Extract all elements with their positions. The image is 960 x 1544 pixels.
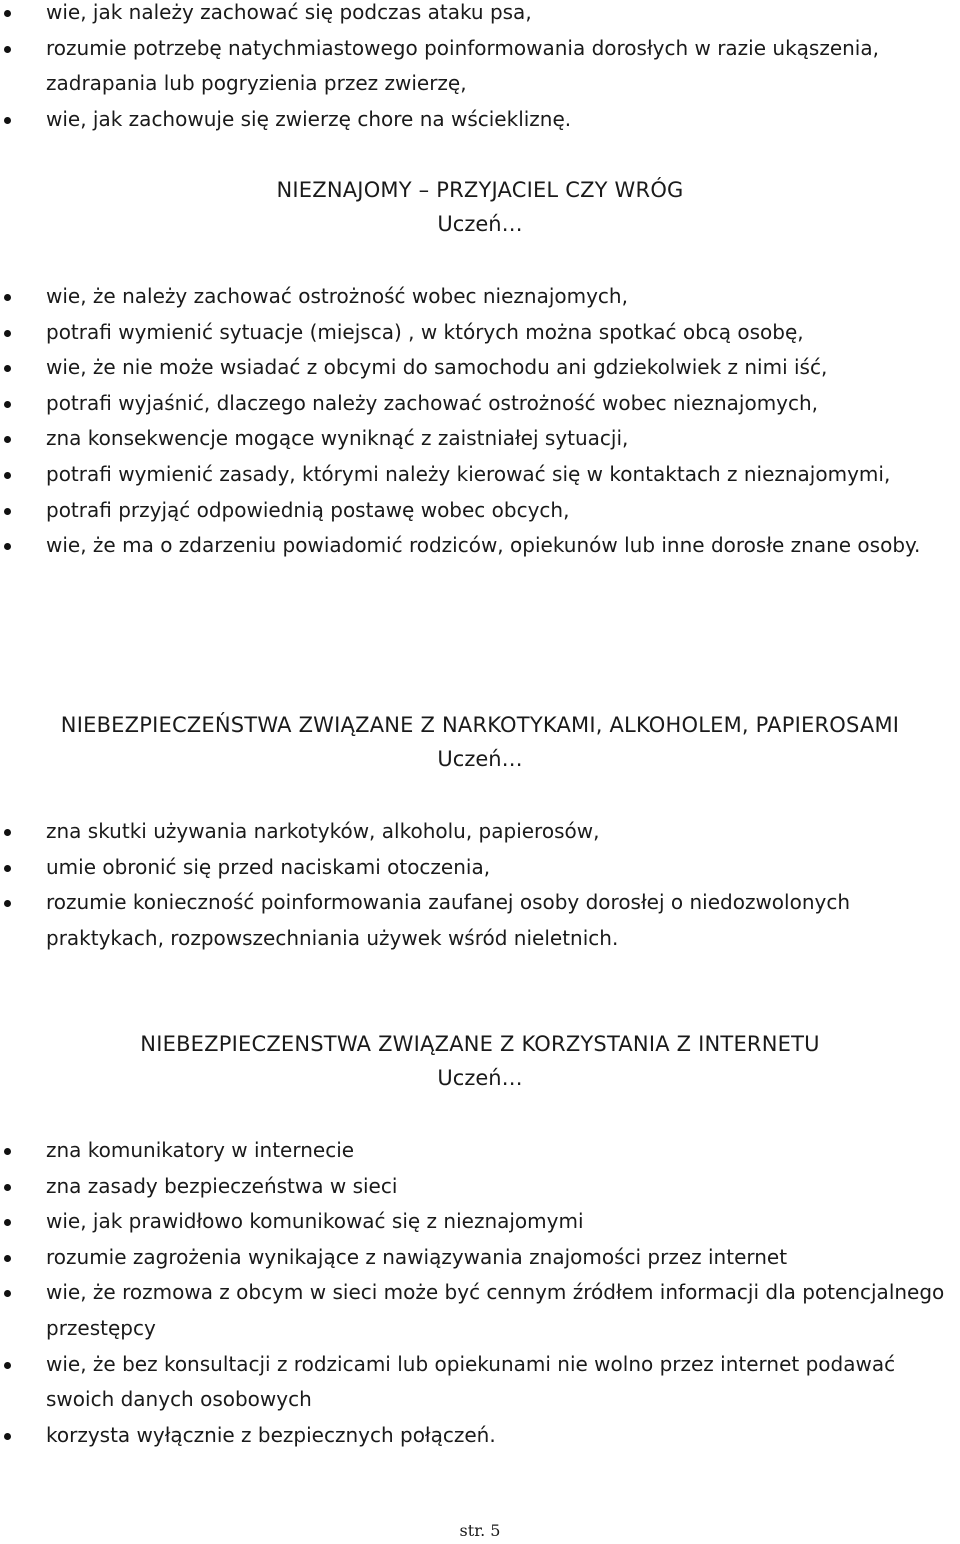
drugs-list bbox=[0, 814, 960, 956]
bullet-icon bbox=[4, 1219, 11, 1226]
bullet-icon bbox=[4, 46, 11, 53]
section-subheading-drugs: Uczeń… bbox=[437, 747, 523, 771]
section-heading-internet: NIEBEZPIECZENSTWA ZWIĄZANE Z KORZYSTANIA Z INTERNETU bbox=[140, 1032, 820, 1056]
bullet-icon bbox=[4, 1433, 11, 1440]
list-item: wie, jak zachowuje się zwierzę chore na wściekliznę. bbox=[0, 102, 960, 138]
list-item: wie, że nie może wsiadać z obcymi do samochodu ani gdziekolwiek z nimi iść, bbox=[0, 350, 960, 386]
list-item: zna zasady bezpieczeństwa w sieci bbox=[0, 1169, 960, 1205]
list-item: zna skutki używania narkotyków, alkoholu, papierosów, bbox=[0, 814, 960, 850]
bullet-icon bbox=[4, 10, 11, 17]
bullet-icon bbox=[4, 401, 11, 408]
bullet-icon bbox=[4, 117, 11, 124]
bullet-icon bbox=[4, 1290, 11, 1297]
bullet-icon bbox=[4, 865, 11, 872]
section-subheading-internet: Uczeń… bbox=[437, 1066, 523, 1090]
list-item: korzysta wyłącznie z bezpiecznych połączeń. bbox=[0, 1418, 960, 1454]
list-item: potrafi przyjąć odpowiednią postawę wobec obcych, bbox=[0, 493, 960, 529]
list-item: rozumie zagrożenia wynikające z nawiązywania znajomości przez internet bbox=[0, 1240, 960, 1276]
list-item: potrafi wyjaśnić, dlaczego należy zachować ostrożność wobec nieznajomych, bbox=[0, 386, 960, 422]
section-subheading-stranger: Uczeń… bbox=[437, 212, 523, 236]
list-item: zna komunikatory w internecie bbox=[0, 1133, 960, 1169]
bullet-icon bbox=[4, 365, 11, 372]
list-item: umie obronić się przed naciskami otoczenia, bbox=[0, 850, 960, 886]
page-number: str. 5 bbox=[459, 1521, 501, 1540]
bullet-icon bbox=[4, 543, 11, 550]
bullet-icon bbox=[4, 1148, 11, 1155]
bullet-icon bbox=[4, 1184, 11, 1191]
list-item: wie, że należy zachować ostrożność wobec nieznajomych, bbox=[0, 279, 960, 315]
bullet-icon bbox=[4, 472, 11, 479]
bullet-icon bbox=[4, 294, 11, 301]
list-item: wie, że ma o zdarzeniu powiadomić rodziców, opiekunów lub inne dorosłe znane osoby. bbox=[0, 528, 960, 564]
bullet-icon bbox=[4, 1255, 11, 1262]
list-item: wie, jak należy zachować się podczas ataku psa, bbox=[0, 0, 960, 31]
bullet-icon bbox=[4, 829, 11, 836]
section-heading-stranger: NIEZNAJOMY – PRZYJACIEL CZY WRÓG bbox=[276, 178, 684, 202]
list-item: rozumie potrzebę natychmiastowego poinformowania dorosłych w razie ukąszenia, zadrapania lub pogryzienia przez zwierzę, bbox=[0, 31, 960, 102]
list-item: wie, że bez konsultacji z rodzicami lub opiekunami nie wolno przez internet podawać swoich danych osobowych bbox=[0, 1347, 960, 1418]
list-item: potrafi wymienić sytuacje (miejsca) , w których można spotkać obcą osobę, bbox=[0, 315, 960, 351]
bullet-icon bbox=[4, 508, 11, 515]
list-item: wie, jak prawidłowo komunikować się z nieznajomymi bbox=[0, 1204, 960, 1240]
intro-list bbox=[0, 0, 960, 137]
list-item: potrafi wymienić zasady, którymi należy kierować się w kontaktach z nieznajomymi, bbox=[0, 457, 960, 493]
section-heading-drugs: NIEBEZPIECZEŃSTWA ZWIĄZANE Z NARKOTYKAMI, ALKOHOLEM, PAPIEROSAMI bbox=[60, 713, 900, 737]
bullet-icon bbox=[4, 330, 11, 337]
bullet-icon bbox=[4, 436, 11, 443]
list-item: rozumie konieczność poinformowania zaufanej osoby dorosłej o niedozwolonych praktykach, rozpowszechniania używek wśród nieletnich. bbox=[0, 885, 960, 956]
internet-list bbox=[0, 1133, 960, 1453]
list-item: wie, że rozmowa z obcym w sieci może być cennym źródłem informacji dla potencjalnego przestępcy bbox=[0, 1275, 960, 1346]
list-item: zna konsekwencje mogące wyniknąć z zaistniałej sytuacji, bbox=[0, 421, 960, 457]
bullet-icon bbox=[4, 1362, 11, 1369]
stranger-list bbox=[0, 279, 960, 564]
bullet-icon bbox=[4, 900, 11, 907]
